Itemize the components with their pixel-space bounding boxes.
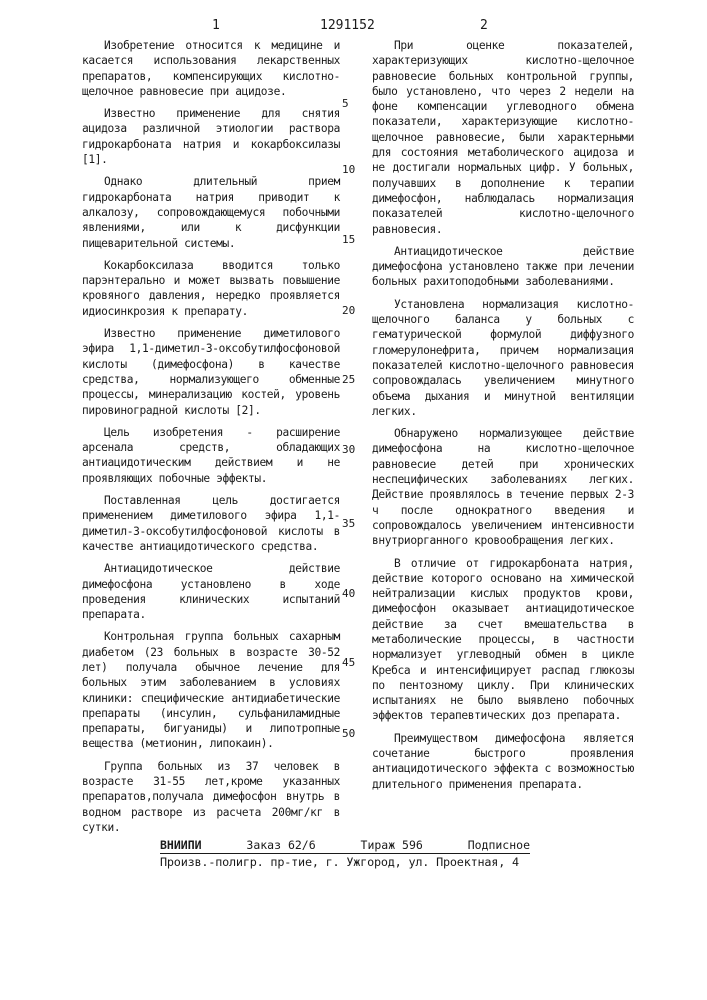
line-number: 50 [342,727,356,740]
footer-circulation: Тираж 596 [360,838,423,852]
line-number: 5 [342,97,349,110]
paragraph: Поставленная цель достигается применением диметилового эфира 1,1-диметил-3-оксобутилфосфоновой кислоты в качестве антиацидотического средства. [82,494,340,553]
paragraph: При оценке показателей, характеризующих кислотно-щелочное равновесие больных контрольной группы, было установлено, что через 2 недели на фоне компенсации углеводного обмена показатели, характеризующие кислотно-щелочное равновесие, были характерными для состояния метаболического ацидоза и не достигали нормальных цифр. У больных, получавших в дополнение к терапии димефосфон, наблюдалась нормализация показателей кислотно-щелочного равновесия. [372,39,634,236]
right-column-number: 2 [480,18,488,33]
line-number: 20 [342,304,356,317]
patent-number: 1291152 [320,18,375,33]
line-number: 45 [342,656,356,669]
paragraph: Обнаружено нормализующее действие димефосфона на кислотно-щелочное равновесие детей при хронических неспецифических заболеваниях легких. Действие проявлялось в течение первых 2-3 ч после однократного введения и сопровождалось увеличением интенсивности внутриорганного кровообращения легких. [372,427,634,548]
footer-order: Заказ 62/6 [246,838,316,852]
line-number: 10 [342,163,356,176]
paragraph: Однако длительный прием гидрокарбоната натрия приводит к алкалозу, сопровождающемуся побочными явлениями, или к дисфункции пищеварительной системы. [82,175,340,250]
paragraph: Изобретение относится к медицине и касается использования лекарственных препаратов, компенсирующих кислотно-щелочное равновесие при ацидозе. [82,39,340,98]
line-number: 15 [342,233,356,246]
footer-imprint-row [160,838,530,854]
left-text-column [82,38,340,842]
right-text-column [372,38,634,799]
left-column-number: 1 [212,18,220,33]
paragraph: Цель изобретения - расширение арсенала средств, обладающих антиацидотическим действием и не проявляющих побочные эффекты. [82,425,340,485]
footer-subscription: Подписное [467,838,530,852]
line-number: 30 [342,443,356,456]
paragraph: Антиацидотическое действие димефосфона установлено также при лечении больных рахитоподобными заболеваниями. [372,244,634,289]
paragraph: Группа больных из 37 человек в возрасте 31-55 лет,кроме указанных препаратов,получала димефосфон внутрь в водном растворе из расчета 200мг/кг в сутки. [82,759,340,834]
paragraph: Кокарбоксилаза вводится только парэнтерально и может вызвать повышение кровяного давления, нередко проявляется идиосинкрозия к препарату. [82,258,340,318]
line-number: 35 [342,517,356,530]
footer-address: Произв.-полигр. пр-тие, г. Ужгород, ул. Проектная, 4 [160,855,519,869]
line-number: 25 [342,373,356,386]
line-number: 40 [342,587,356,600]
paragraph: Известно применение диметилового эфира 1,1-диметил-3-оксобутилфосфоновой кислоты (димефосфона) в качестве средства, нормализующего обменные процессы, минерализацию костей, уровень пировиноградной кислоты [2]. [82,327,340,417]
paragraph: Известно применение для снятия ацидоза различной этиологии раствора гидрокарбоната натрия и кокарбоксилазы [1]. [82,107,340,167]
paragraph: Антиацидотическое действие димефосфона установлено в ходе проведения клинических испытаний препарата. [82,562,340,622]
paragraph: Установлена нормализация кислотно-щелочного баланса у больных с гематурической формулой диффузного гломерулонефрита, причем нормализация показателей кислотно-щелочного равновесия сопровождалась увеличением минутного объема дыхания и минутной вентиляции легких. [372,297,634,418]
paragraph: В отличие от гидрокарбоната натрия, действие которого основано на химической нейтрализации кислых продуктов крови, димефосфон оказывает антиацидотическое действие за счет вмешательства в метаболические процессы, в частности нормализует углеводный обмен в цикле Кребса и интенсифицирует распад глюкозы по пентозному циклу. При клинических испытаниях не было выявлено побочных эффектов терапевтических доз препарата. [372,556,634,723]
paragraph: Контрольная группа больных сахарным диабетом (23 больных в возрасте 30-52 лет) получала обычное лечение для больных этим заболеванием в условиях клиники: специфические антидиабетические препараты (инсулин, сульфаниламидные препараты, бигуаниды) и липотропные вещества (метионин, липокаин). [82,630,340,751]
paragraph: Преимуществом димефосфона является сочетание быстрого проявления антиацидотического эффекта с возможностью длительного применения препарата. [372,731,634,791]
footer-org: ВНИИПИ [160,838,202,852]
